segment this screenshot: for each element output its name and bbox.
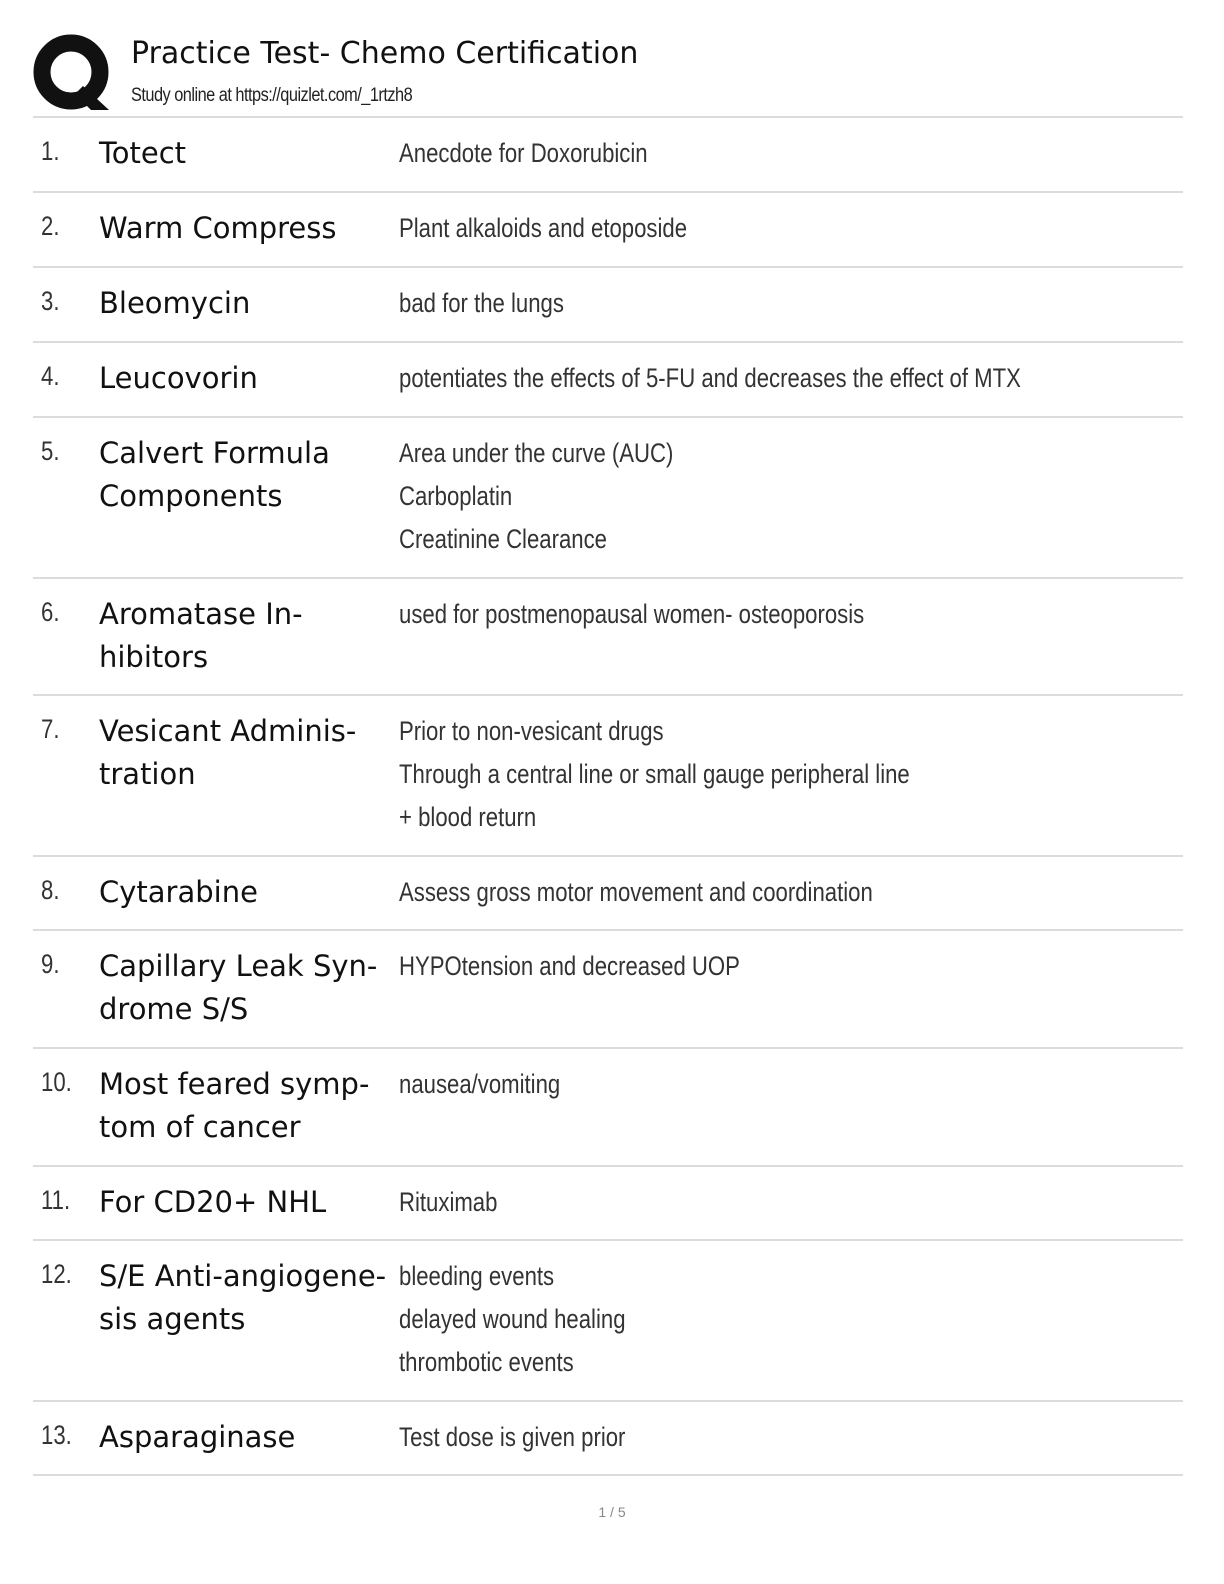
page-title: Practice Test- Chemo Certification (131, 36, 639, 71)
definition-line: nausea/vomiting (399, 1069, 561, 1099)
card-definition (399, 871, 1039, 914)
definition-line: thrombotic events (399, 1347, 574, 1377)
definition-line: + blood return (399, 802, 537, 832)
card-term: For CD20+ NHL (99, 1185, 327, 1219)
card-term: S/E Anti-angiogene- sis agents (99, 1259, 387, 1336)
card-definition (399, 1255, 1039, 1384)
card-term: Most feared symp- tom of cancer (99, 1067, 370, 1144)
card-term: Warm Compress (99, 211, 337, 245)
flashcard-row (33, 418, 1183, 579)
card-number: 2. (41, 211, 60, 241)
flashcard-row (33, 857, 1183, 931)
card-definition (399, 357, 1039, 400)
flashcard-row (33, 193, 1183, 268)
card-definition (399, 945, 1039, 988)
flashcard-row (33, 1049, 1183, 1167)
study-link[interactable]: Study online at https://quizlet.com/_1rtzh8 (131, 85, 413, 106)
card-number: 3. (41, 286, 60, 316)
card-term: Aromatase In- hibitors (99, 597, 303, 674)
card-definition (399, 1063, 1039, 1106)
card-definition (399, 132, 1039, 175)
card-term: Totect (99, 136, 187, 170)
definition-line: Prior to non-vesicant drugs (399, 716, 664, 746)
card-definition (399, 593, 1039, 636)
definition-line: HYPOtension and decreased UOP (399, 951, 740, 981)
definition-line: delayed wound healing (399, 1304, 626, 1334)
card-definition (399, 1181, 1039, 1224)
card-number: 13. (41, 1420, 72, 1450)
definition-line: Through a central line or small gauge peripheral line (399, 759, 910, 789)
definition-line: Carboplatin (399, 481, 513, 511)
flashcard-row (33, 579, 1183, 696)
card-number: 10. (41, 1067, 72, 1097)
flashcard-list (33, 116, 1183, 1476)
flashcard-row (33, 1167, 1183, 1241)
card-definition (399, 710, 1039, 839)
page-header (33, 30, 1183, 116)
card-term: Vesicant Adminis- tration (99, 714, 357, 791)
card-term: Cytarabine (99, 875, 258, 909)
flashcard-row (33, 696, 1183, 857)
card-term: Capillary Leak Syn- drome S/S (99, 949, 378, 1026)
definition-line: Area under the curve (AUC) (399, 438, 674, 468)
definition-line: bleeding events (399, 1261, 555, 1291)
definition-line: Test dose is given prior (399, 1422, 626, 1452)
card-definition (399, 282, 1039, 325)
card-term: Bleomycin (99, 286, 251, 320)
flashcard-row (33, 931, 1183, 1049)
page-number: 1 / 5 (598, 1504, 626, 1520)
definition-line: bad for the lungs (399, 288, 564, 318)
card-number: 8. (41, 875, 60, 905)
card-definition (399, 1416, 1039, 1459)
flashcard-row (33, 1241, 1183, 1402)
card-number: 5. (41, 436, 60, 466)
card-term: Calvert Formula Components (99, 436, 330, 513)
card-number: 6. (41, 597, 60, 627)
flashcard-row (33, 268, 1183, 343)
definition-line: used for postmenopausal women- osteoporosis (399, 599, 865, 629)
definition-line: potentiates the effects of 5-FU and decreases the effect of MTX (399, 363, 1021, 393)
definition-line: Creatinine Clearance (399, 524, 607, 554)
card-number: 9. (41, 949, 60, 979)
flashcard-row (33, 1402, 1183, 1476)
card-term: Leucovorin (99, 361, 258, 395)
flashcard-row (33, 343, 1183, 418)
definition-line: Assess gross motor movement and coordination (399, 877, 873, 907)
card-number: 7. (41, 714, 60, 744)
card-definition (399, 432, 1039, 561)
card-definition (399, 207, 1039, 250)
card-number: 1. (41, 136, 60, 166)
card-term: Asparaginase (99, 1420, 296, 1454)
flashcard-row (33, 118, 1183, 193)
definition-line: Anecdote for Doxorubicin (399, 138, 648, 168)
card-number: 4. (41, 361, 60, 391)
card-number: 12. (41, 1259, 72, 1289)
card-number: 11. (41, 1185, 71, 1215)
quizlet-logo-icon (33, 34, 113, 114)
definition-line: Plant alkaloids and etoposide (399, 213, 688, 243)
definition-line: Rituximab (399, 1187, 498, 1217)
